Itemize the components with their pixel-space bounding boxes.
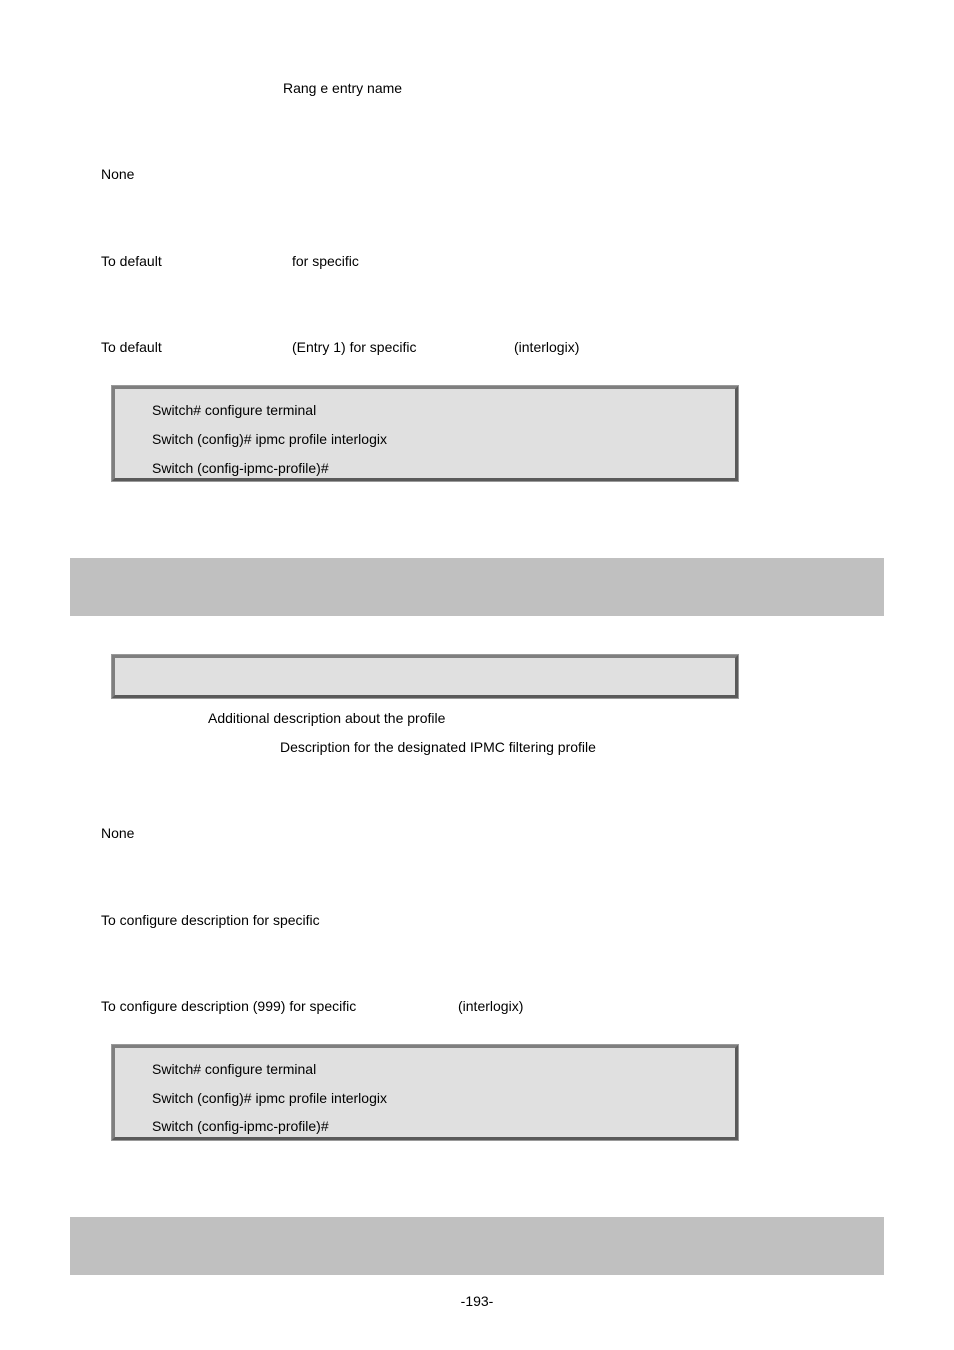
range-entry-name-description: Rang e entry name bbox=[283, 80, 403, 96]
example-description-part-3: (interlogix) bbox=[514, 339, 580, 355]
code-example-box bbox=[112, 386, 738, 481]
example-description-part-1: To default bbox=[101, 339, 162, 355]
page-number: -193- bbox=[460, 1293, 494, 1309]
default-value: None bbox=[101, 825, 135, 841]
example-description-part-2: (Entry 1) for specific bbox=[292, 339, 417, 355]
parameter-description-detail: Description for the designated IPMC filtering profile bbox=[280, 739, 596, 755]
usage-guideline-part-2: for specific bbox=[292, 253, 359, 269]
usage-guideline: To configure description for specific bbox=[101, 912, 320, 928]
default-value: None bbox=[101, 166, 135, 182]
code-line: Switch (config-ipmc-profile)# bbox=[152, 1118, 329, 1134]
section-heading-band bbox=[70, 558, 884, 616]
code-line: Switch (config)# ipmc profile interlogix bbox=[152, 431, 387, 447]
code-example-box bbox=[112, 1045, 738, 1140]
code-line: Switch# configure terminal bbox=[152, 402, 317, 418]
usage-guideline-part-1: To default bbox=[101, 253, 162, 269]
code-line: Switch (config)# ipmc profile interlogix bbox=[152, 1090, 387, 1106]
parameter-description-label: Additional description about the profile bbox=[208, 710, 446, 726]
example-description-part-2: (interlogix) bbox=[458, 998, 524, 1014]
code-line: Switch (config-ipmc-profile)# bbox=[152, 460, 329, 476]
code-line: Switch# configure terminal bbox=[152, 1061, 317, 1077]
section-heading-band bbox=[70, 1217, 884, 1275]
example-description-part-1: To configure description (999) for specific bbox=[101, 998, 357, 1014]
command-syntax-box bbox=[112, 655, 738, 698]
